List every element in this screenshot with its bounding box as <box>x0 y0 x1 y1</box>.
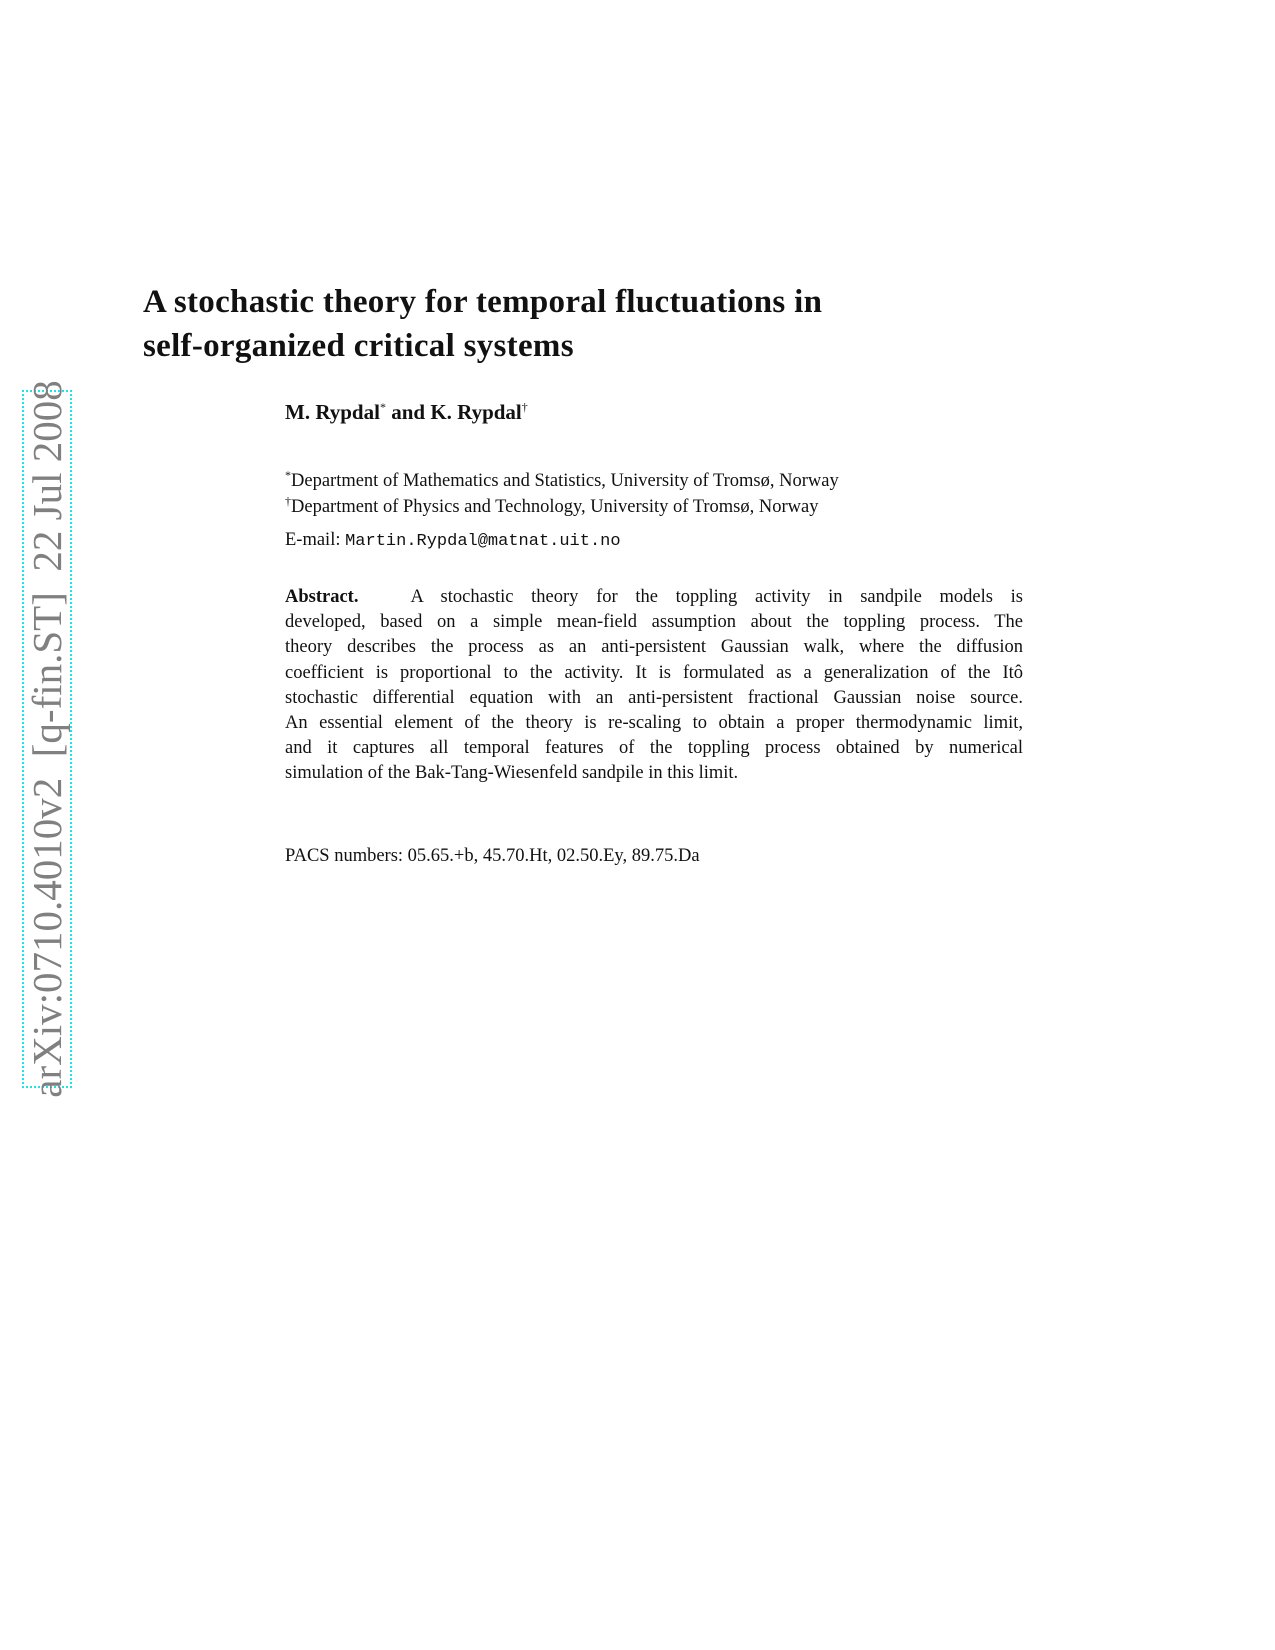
abstract-line: theory describes the process as an anti-persistent Gaussian walk, where the diffusion <box>285 637 1023 658</box>
author-name: K. Rypdal <box>430 400 522 424</box>
arxiv-stamp-text: arXiv:0710.4010v2 [q-fin.ST] 22 Jul 2008 <box>24 380 70 1098</box>
affiliation <box>285 468 839 492</box>
pacs-numbers: PACS numbers: 05.65.+b, 45.70.Ht, 02.50.Ey, 89.75.Da <box>285 846 700 866</box>
author-separator: and <box>385 400 431 424</box>
email <box>285 530 621 551</box>
affiliation-mark: † <box>285 494 291 508</box>
abstract-line: An essential element of the theory is re-scaling to obtain a proper thermodynamic limit, <box>285 713 1023 734</box>
abstract-label: Abstract. <box>285 587 359 607</box>
paper-title <box>143 280 822 368</box>
abstract-line: simulation of the Bak-Tang-Wiesenfeld sandpile in this limit. <box>285 763 739 784</box>
affiliation-mark: † <box>521 400 528 414</box>
email-label: E-mail: <box>285 530 346 550</box>
affiliation-mark: * <box>285 468 291 482</box>
abstract-line: stochastic differential equation with an anti-persistent fractional Gaussian noise source. <box>285 687 1023 708</box>
authors <box>285 400 528 425</box>
arxiv-stamp[interactable] <box>22 380 72 1098</box>
abstract-line <box>285 585 1023 610</box>
abstract-line: coefficient is proportional to the activity. It is formulated as a generalization of the Itô <box>285 662 1023 683</box>
title-line: A stochastic theory for temporal fluctuations in <box>143 284 823 320</box>
affiliation-mark: * <box>379 400 386 414</box>
title-line: self-organized critical systems <box>143 328 574 364</box>
abstract-line: developed, based on a simple mean-field assumption about the toppling process. The <box>285 612 1023 633</box>
affiliation-text: Department of Physics and Technology, University of Tromsø, Norway <box>291 497 819 518</box>
abstract-line: and it captures all temporal features of the toppling process obtained by numerical <box>285 738 1023 759</box>
affiliation <box>285 494 818 518</box>
affiliation-text: Department of Mathematics and Statistics, University of Tromsø, Norway <box>291 471 839 492</box>
abstract-text: A stochastic theory for the toppling activity in sandpile models is <box>410 587 1024 607</box>
email-link[interactable]: Martin.Rypdal@matnat.uit.no <box>345 532 621 551</box>
author-name: M. Rypdal <box>285 400 380 424</box>
abstract <box>285 585 1023 787</box>
